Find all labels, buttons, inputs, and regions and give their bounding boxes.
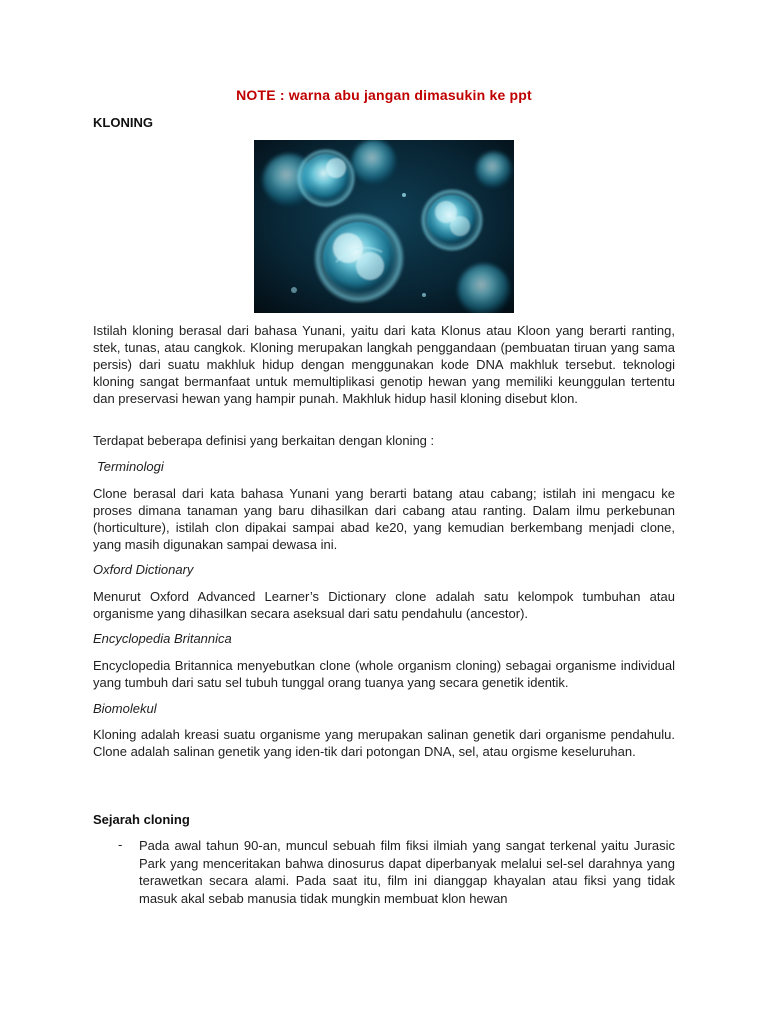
definition-term: Encyclopedia Britannica: [93, 631, 232, 646]
definition-text: Kloning adalah kreasi suatu organisme yang merupakan salinan genetik dari organisme pendahulu. Clone adalah salinan genetik yang iden-tik dari potongan DNA, sel, atau orgisme keseluruhan.: [93, 727, 675, 759]
cells-image: [254, 140, 514, 313]
note-heading: NOTE : warna abu jangan dimasukin ke ppt: [236, 87, 532, 103]
intro-paragraph: Istilah kloning berasal dari bahasa Yunani, yaitu dari kata Klonus atau Kloon yang berarti ranting, stek, tunas, atau cangkok. Kloning merupakan langkah penggandaan (pembuatan tiruan yang sama persis) dari suatu makhluk hidup dengan menggunakan kode DNA makhluk tersebut. teknologi kloning sangat bermanfaat untuk memultiplikasi genotip hewan yang memiliki keunggulan tertentu dan preservasi hewan yang hampir punah. Makhluk hidup hasil kloning disebut klon.: [93, 323, 675, 406]
definition-text: Clone berasal dari kata bahasa Yunani yang berarti batang atau cabang; istilah ini mengacu ke proses dimana tanaman yang baru dihasilkan dari cabang atau ranting. Dalam ilmu perkebunan (horticulture), istilah clon dipakai sampai abad ke20, yang kemudian berkembang menjadi clone, yang masih digunakan sampai dewasa ini.: [93, 486, 675, 552]
definition-term: Oxford Dictionary: [93, 562, 194, 577]
section-title-sejarah: Sejarah cloning: [93, 812, 190, 827]
definition-text: Encyclopedia Britannica menyebutkan clone (whole organism cloning) sebagai organisme individual yang tumbuh dari satu sel tubuh tunggal orang tuanya yang secara genetik identik.: [93, 658, 675, 690]
bullet-text: Pada awal tahun 90-an, muncul sebuah film fiksi ilmiah yang sangat terkenal yaitu Jurasic Park yang menceritakan bahwa dinosurus dapat diperbanyak melalui sel-sel darahnya yang terawetkan secara alami. Pada saat itu, film ini dianggap khayalan atau fiksi yang tidak masuk akal sebab manusia tidak mungkin membuat klon hewan: [139, 838, 675, 906]
bullet-marker: -: [118, 837, 123, 852]
definition-term: Terminologi: [97, 459, 164, 474]
section-title-kloning: KLONING: [93, 115, 153, 130]
definition-term: Biomolekul: [93, 701, 157, 716]
definition-text: Menurut Oxford Advanced Learner’s Dictionary clone adalah satu kelompok tumbuhan atau organisme yang dihasilkan secara aseksual dari satu pendahulu (ancestor).: [93, 589, 675, 621]
definitions-intro: Terdapat beberapa definisi yang berkaitan dengan kloning :: [93, 433, 435, 448]
